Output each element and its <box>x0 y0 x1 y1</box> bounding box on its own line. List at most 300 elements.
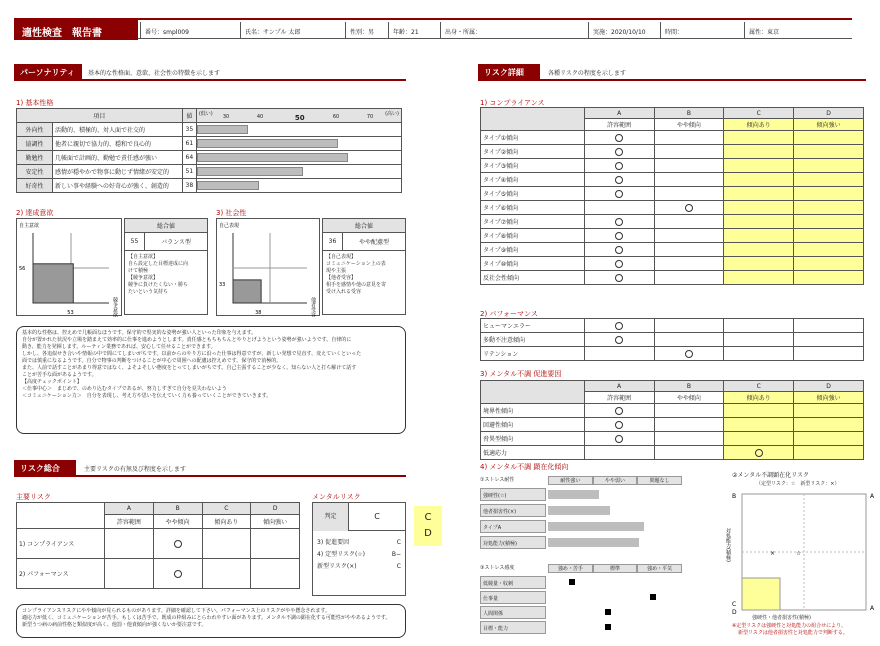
side-letter-box <box>414 506 442 546</box>
detail-cell <box>654 229 724 243</box>
basic-row-name: 好奇性 <box>17 179 53 193</box>
detail-cell <box>724 333 794 347</box>
mental-risk-box <box>312 502 406 596</box>
detail-corner <box>481 108 585 131</box>
personality-title: パーソナリティ <box>14 64 82 79</box>
stress-bar <box>548 522 644 531</box>
detail-row-name: タイプ⑦傾向 <box>481 215 585 229</box>
detail-cell <box>584 404 654 418</box>
risk-summary-title: リスク総合 <box>14 460 76 475</box>
circle-mark <box>615 218 623 226</box>
detail-row <box>481 319 864 333</box>
detail-cell <box>724 432 794 446</box>
sense-row-name: 低競量・収刺 <box>480 576 546 589</box>
achievement-type: バランス型 <box>145 233 208 251</box>
circle-mark <box>755 449 763 457</box>
detail-row-name: 脅異型傾向 <box>481 432 585 446</box>
stress-row-name: タイプA <box>480 520 546 533</box>
scatter-zone <box>742 578 780 610</box>
header-field-name: 氏名：サンプル 太郎 <box>240 22 345 38</box>
header-field-number: 番号：smpl009 <box>140 22 240 38</box>
detail-row <box>481 229 864 243</box>
basic-row-name: 勤勉性 <box>17 151 53 165</box>
text-line: コミュニケーション上の表 <box>326 261 386 267</box>
detail-cell <box>794 229 864 243</box>
text-line: 【自主意欲】 <box>128 254 159 260</box>
main-risk-title: 主要リスク <box>16 493 51 501</box>
text-line: ＜コミュニケーション力＞ 自分を表現し、考え方や思いを伝えていく力も養っていくことができていきます。 <box>22 393 272 399</box>
text-line: 相手を感情や他の意見を寄 <box>326 282 387 288</box>
detail-cell <box>794 257 864 271</box>
sense-head: 強め・平気 <box>637 564 682 573</box>
main-risk-row <box>17 559 300 589</box>
main-risk-cell <box>105 559 154 589</box>
detail-cell <box>584 319 654 333</box>
scatter-corner: C <box>732 601 737 608</box>
stress-bar <box>548 538 639 547</box>
detail-cell <box>584 187 654 201</box>
circle-mark <box>615 148 623 156</box>
detail-cell <box>794 215 864 229</box>
text-line: 【高度チェックポイント】 <box>22 379 82 385</box>
social-text <box>322 251 406 315</box>
detail-cell <box>794 347 864 361</box>
judge-value: C <box>374 512 380 521</box>
overt-title: 4) メンタル不調 顕在化傾向 <box>480 463 569 471</box>
detail-cell <box>584 257 654 271</box>
detail-cell <box>794 187 864 201</box>
detail-row <box>481 215 864 229</box>
sense-marker <box>650 594 656 600</box>
compliance-title: 1) コンプライアンス <box>480 99 545 107</box>
performance-table <box>480 318 864 361</box>
detail-cell <box>794 446 864 460</box>
new-risk-marker: × <box>770 550 776 557</box>
detail-row <box>481 131 864 145</box>
basic-row-value: 61 <box>182 137 196 151</box>
stress-bar <box>548 490 599 499</box>
axis-x-label: 他者受容 <box>310 297 316 317</box>
achievement-score-label: 総合値 <box>125 219 208 233</box>
detail-row-name: タイプ②傾向 <box>481 145 585 159</box>
detail-cell <box>654 446 724 460</box>
detail-row-name: 反社会性傾向 <box>481 271 585 285</box>
text-line: 受け入れる受容 <box>326 289 362 295</box>
sense-head: 標準 <box>593 564 638 573</box>
risk-summary-comment <box>16 604 406 638</box>
detail-cell <box>794 271 864 285</box>
detail-row <box>481 446 864 460</box>
circle-mark <box>615 407 623 415</box>
social-score-value: 36 <box>323 233 343 251</box>
score-area <box>33 264 73 303</box>
basic-row-desc: 活動的、積極的、対人面で社交的 <box>52 123 182 137</box>
axis-y-label: 自主意欲 <box>19 223 40 229</box>
scatter-corner: D <box>732 609 737 616</box>
detail-col: B <box>654 381 724 392</box>
stress-bar <box>548 506 610 515</box>
header-field-gender: 性別：男 <box>345 22 388 38</box>
detail-cell <box>724 201 794 215</box>
basic-row-value: 38 <box>182 179 196 193</box>
circle-mark <box>615 336 623 344</box>
detail-col-desc: 許容範囲 <box>584 119 654 131</box>
detail-cell <box>584 159 654 173</box>
main-risk-col-desc: 許容範囲 <box>105 515 154 529</box>
circle-mark <box>615 260 623 268</box>
text-line: ことが苦手な面があるようです。 <box>22 372 97 378</box>
detail-row-name: タイプ①傾向 <box>481 131 585 145</box>
detail-cell <box>794 418 864 432</box>
main-risk-cell <box>105 529 154 559</box>
basic-row-bar <box>197 125 249 134</box>
text-line: 基本的な性格は、控えめで几帳面なほうです。保守的で堅実的な姿勢が強い人といった印象を与えます。 <box>22 330 257 336</box>
mental-row-label: 3) 促進要因 <box>317 539 350 546</box>
detail-cell <box>654 187 724 201</box>
circle-mark <box>174 570 182 578</box>
scatter-x-label: 強硬性・他者損害性(積極) <box>752 615 811 621</box>
circle-mark <box>615 134 623 142</box>
basic-table <box>16 108 402 193</box>
achievement-score-value: 55 <box>125 233 145 251</box>
stress-sensitivity-chart <box>480 564 682 636</box>
detail-row <box>481 404 864 418</box>
social-score <box>322 218 406 315</box>
achievement-title: 2) 達成意欲 <box>16 209 54 217</box>
side-letter-c: C <box>424 512 432 523</box>
sense-marker <box>605 609 611 615</box>
detail-row-name: タイプ⑧傾向 <box>481 229 585 243</box>
basic-row-desc: 几帳面で計画的、勤勉で責任感が強い <box>52 151 182 165</box>
scale-low: (低い) <box>198 111 213 117</box>
detail-row <box>481 159 864 173</box>
detail-col: D <box>794 108 864 119</box>
stress-row-name: 他者損害性(×) <box>480 504 546 517</box>
detail-cell <box>724 173 794 187</box>
detail-cell <box>584 201 654 215</box>
basic-row <box>17 137 402 151</box>
stress-head: 耐性強い <box>548 476 593 485</box>
risk-detail-title: リスク詳細 <box>478 64 540 79</box>
main-risk-cell <box>153 559 202 589</box>
text-line: また、人前で話すことがあまり得意ではなく、よそよそしい態度をとってしまいがちです。自己主張することが少なく、知らない人と打ち解けて話す <box>22 365 357 371</box>
scale-tick: 30 <box>222 114 230 120</box>
basic-col-item: 項目 <box>17 109 183 123</box>
scatter-corner: B <box>732 493 737 500</box>
detail-cell <box>654 243 724 257</box>
scatter-corner: A <box>870 605 875 612</box>
main-risk-cell <box>251 529 300 559</box>
stress-head: 問題なし <box>637 476 682 485</box>
detail-row-name: タイプ③傾向 <box>481 159 585 173</box>
text-line: 現や主張 <box>326 268 347 274</box>
text-line: しかし、各追似せき合いや情報の中で間にてしまいがちです。以前からのやり方に沿った仕事は得意ですが、新しい発想で見直す、変えていくといった <box>22 351 362 357</box>
social-chart <box>216 218 320 316</box>
scatter-y-label: 対処能力(積極) <box>725 528 731 562</box>
sense-row-name: 目標・能力 <box>480 621 546 634</box>
detail-corner <box>481 381 585 404</box>
scatter-note-2: 新型リスクは他者損害性と対処能力で判断する。 <box>738 630 848 636</box>
detail-row <box>481 145 864 159</box>
personality-rule <box>14 79 406 81</box>
x-value: 38 <box>255 310 262 316</box>
header-bottom-rule <box>138 38 852 39</box>
detail-cell <box>654 347 724 361</box>
detail-cell <box>584 347 654 361</box>
detail-cell <box>584 145 654 159</box>
detail-col-desc: 許容範囲 <box>584 392 654 404</box>
y-value: 33 <box>219 281 226 288</box>
detail-cell <box>794 243 864 257</box>
detail-col-desc: 傾向強い <box>794 119 864 131</box>
text-line: けて積極 <box>128 268 149 274</box>
basic-col-value: 値 <box>182 109 196 123</box>
mental-row <box>317 549 401 561</box>
detail-cell <box>654 418 724 432</box>
detail-row-name: リテンション <box>481 347 585 361</box>
main-risk-col: C <box>202 503 251 515</box>
detail-row-name: 多動不注意傾向 <box>481 333 585 347</box>
detail-row <box>481 432 864 446</box>
detail-row <box>481 201 864 215</box>
basic-row-bar <box>197 181 259 190</box>
detail-col-desc: 傾向強い <box>794 392 864 404</box>
detail-row-name: 回避性傾向 <box>481 418 585 432</box>
achievement-text <box>124 251 208 315</box>
text-line: 新型うつ病の病前性格と類似度が高く、他罰・他責傾向が強くないか要注意です。 <box>22 622 207 628</box>
detail-cell <box>724 145 794 159</box>
detail-cell <box>724 347 794 361</box>
sense-marker <box>605 624 611 630</box>
main-risk-cell <box>202 559 251 589</box>
detail-row <box>481 271 864 285</box>
header-field-time: 時間： <box>660 22 744 38</box>
scale-tick: 60 <box>332 114 340 120</box>
main-risk-cell <box>251 559 300 589</box>
detail-col: A <box>584 381 654 392</box>
mental-row-label: 新型リスク(×) <box>317 563 357 570</box>
social-type: やや配慮型 <box>343 233 406 251</box>
basic-row-name: 協調性 <box>17 137 53 151</box>
detail-cell <box>724 319 794 333</box>
scale-high: (高い) <box>385 111 399 117</box>
basic-row <box>17 179 402 193</box>
basic-row-desc: 新しい事や経験への好奇心が強く、創造的 <box>52 179 182 193</box>
detail-cell <box>584 243 654 257</box>
detail-row <box>481 257 864 271</box>
header-field-attribute: 属性：東京 <box>744 22 852 38</box>
detail-col: A <box>584 108 654 119</box>
circle-mark <box>615 322 623 330</box>
risk-detail-desc: 各種リスクの程度を示します <box>548 70 626 77</box>
text-line: 適応力が低く、コミュニケーションが苦手。もしくは苦手で、既成の枠組みにとらわれやすい面があります。メンタル不調の顕在化する可能性がややあるようです。 <box>22 615 391 621</box>
sense-row-name: 仕事量 <box>480 591 546 604</box>
detail-row <box>481 333 864 347</box>
detail-row <box>481 418 864 432</box>
main-risk-row <box>17 529 300 559</box>
detail-row <box>481 173 864 187</box>
circle-mark <box>615 190 623 198</box>
stress-tolerance-chart <box>480 476 682 556</box>
basic-row-value: 51 <box>182 165 196 179</box>
detail-cell <box>794 159 864 173</box>
scatter-note-1: ※定型リスクは強硬性と対処能力の組合せにより、 <box>732 623 847 629</box>
basic-row-bar <box>197 153 348 162</box>
text-line: 【自己表現】 <box>326 254 357 260</box>
detail-cell <box>794 173 864 187</box>
risk-summary-rule <box>14 475 406 477</box>
social-score-label: 総合値 <box>323 219 406 233</box>
axis-x-label: 競争意欲 <box>112 297 118 317</box>
detail-row-name: ヒューマンエラー <box>481 319 585 333</box>
detail-col: B <box>654 108 724 119</box>
basic-row-bar-cell <box>196 165 401 179</box>
detail-cell <box>724 418 794 432</box>
achievement-chart <box>16 218 122 316</box>
text-line: 競争に負けたくない・勝ち <box>128 282 189 288</box>
y-value: 56 <box>19 265 26 272</box>
mental-row <box>317 561 401 573</box>
mental-promo-title: 3) メンタル不調 促進要因 <box>480 370 562 378</box>
detail-cell <box>654 173 724 187</box>
text-line: 【競争意欲】 <box>128 275 159 281</box>
axis-y-label: 自己表現 <box>219 223 240 229</box>
personality-comment <box>16 326 406 434</box>
detail-cell <box>584 418 654 432</box>
detail-cell <box>654 404 724 418</box>
text-line: 自ら設定した目標達成に向 <box>128 261 189 267</box>
circle-mark <box>685 204 693 212</box>
risk-summary-desc: 主要リスクの有無及び程度を示します <box>84 466 186 473</box>
detail-cell <box>654 319 724 333</box>
circle-mark <box>615 162 623 170</box>
detail-cell <box>654 257 724 271</box>
header-field-origin: 出身・所属： <box>440 22 588 38</box>
circle-mark <box>615 435 623 443</box>
basic-row-bar-cell <box>196 137 401 151</box>
detail-cell <box>584 333 654 347</box>
circle-mark <box>615 421 623 429</box>
mental-row <box>317 537 401 549</box>
stress-title: ①ストレス耐性 <box>480 477 515 483</box>
detail-cell <box>724 187 794 201</box>
stress-row-name: 強硬性(☆) <box>480 488 546 501</box>
basic-row-value: 35 <box>182 123 196 137</box>
basic-row-bar-cell <box>196 123 401 137</box>
detail-col: C <box>724 381 794 392</box>
sense-marker <box>569 579 575 585</box>
main-risk-cell <box>153 529 202 559</box>
main-risk-cell <box>202 529 251 559</box>
detail-cell <box>724 229 794 243</box>
detail-cell <box>724 404 794 418</box>
detail-cell <box>724 215 794 229</box>
basic-scale-head <box>196 109 401 123</box>
circle-mark <box>615 176 623 184</box>
main-risk-col: A <box>105 503 154 515</box>
detail-cell <box>794 319 864 333</box>
detail-cell <box>584 229 654 243</box>
sense-head: 強め・苦手 <box>548 564 593 573</box>
basic-row-bar <box>197 167 303 176</box>
basic-row <box>17 123 402 137</box>
detail-col: C <box>724 108 794 119</box>
basic-row-value: 64 <box>182 151 196 165</box>
detail-cell <box>654 271 724 285</box>
text-line: たいという気持ち <box>128 289 169 295</box>
stress-head: やや弱い <box>593 476 638 485</box>
performance-title: 2) パフォーマンス <box>480 310 538 318</box>
detail-cell <box>584 432 654 446</box>
scatter-legend: （定型リスク：☆ 新型リスク：×） <box>756 481 840 487</box>
text-line: 自分が置かれた状況や立場を踏まえて効率的に仕事を進めようとします。責任感ともちもちんとやりとげようという姿勢が強いようです。自律的に <box>22 337 352 343</box>
main-risk-row-name: 1) コンプライアンス <box>17 529 105 559</box>
judge-label: 判定 <box>313 503 349 531</box>
detail-row-name: タイプ⑥傾向 <box>481 201 585 215</box>
mental-row-value: C <box>396 539 401 546</box>
detail-cell <box>794 432 864 446</box>
text-line: 動き、能力を発揮します。ルーティン業務であれば、安心して任せることができます。 <box>22 344 216 350</box>
mental-risk-title: メンタルリスク <box>312 493 361 501</box>
scale-tick: 70 <box>366 114 374 120</box>
detail-cell <box>794 131 864 145</box>
basic-row-bar-cell <box>196 179 401 193</box>
text-line: 面では慎重になるようです。自分で物事の判断をつけることが中心で周囲への配慮は控えめです。保守的で消極的。 <box>22 358 282 364</box>
detail-cell <box>654 333 724 347</box>
circle-mark <box>174 540 182 548</box>
risk-detail-rule <box>478 79 866 81</box>
scale-tick: 40 <box>256 114 264 120</box>
detail-col: D <box>794 381 864 392</box>
detail-cell <box>584 131 654 145</box>
detail-cell <box>584 271 654 285</box>
detail-col-desc: やや傾向 <box>654 119 724 131</box>
circle-mark <box>615 274 623 282</box>
detail-row-name: タイプ⑨傾向 <box>481 243 585 257</box>
main-risk-col-desc: 傾向あり <box>202 515 251 529</box>
detail-cell <box>654 432 724 446</box>
x-value: 53 <box>67 310 74 316</box>
main-risk-row-name: 2) パフォーマンス <box>17 559 105 589</box>
detail-cell <box>654 201 724 215</box>
detail-row <box>481 347 864 361</box>
detail-cell <box>794 145 864 159</box>
scale-tick: 50 <box>294 114 305 122</box>
scatter-corner: A <box>870 493 875 500</box>
main-risk-col-desc: 傾向強い <box>251 515 300 529</box>
basic-title: 1) 基本性格 <box>16 99 54 107</box>
main-risk-corner <box>17 503 105 529</box>
detail-cell <box>794 201 864 215</box>
detail-cell <box>794 404 864 418</box>
detail-row-name: タイプ⑤傾向 <box>481 187 585 201</box>
detail-cell <box>724 257 794 271</box>
main-risk-col: B <box>153 503 202 515</box>
detail-cell <box>724 446 794 460</box>
detail-row-name: 低適応力 <box>481 446 585 460</box>
detail-cell <box>584 173 654 187</box>
header-field-date: 実施：2020/10/10 <box>588 22 660 38</box>
main-risk-col: D <box>251 503 300 515</box>
basic-row-desc: 他者に親切で協力的、穏和で良心的 <box>52 137 182 151</box>
header-top-rule <box>14 18 852 20</box>
detail-row <box>481 243 864 257</box>
detail-cell <box>584 446 654 460</box>
report-title: 適性検査 報告書 <box>14 20 138 40</box>
sense-row-name: 人間関係 <box>480 606 546 619</box>
mental-row-label: 4) 定型リスク(☆) <box>317 551 366 558</box>
detail-cell <box>794 333 864 347</box>
